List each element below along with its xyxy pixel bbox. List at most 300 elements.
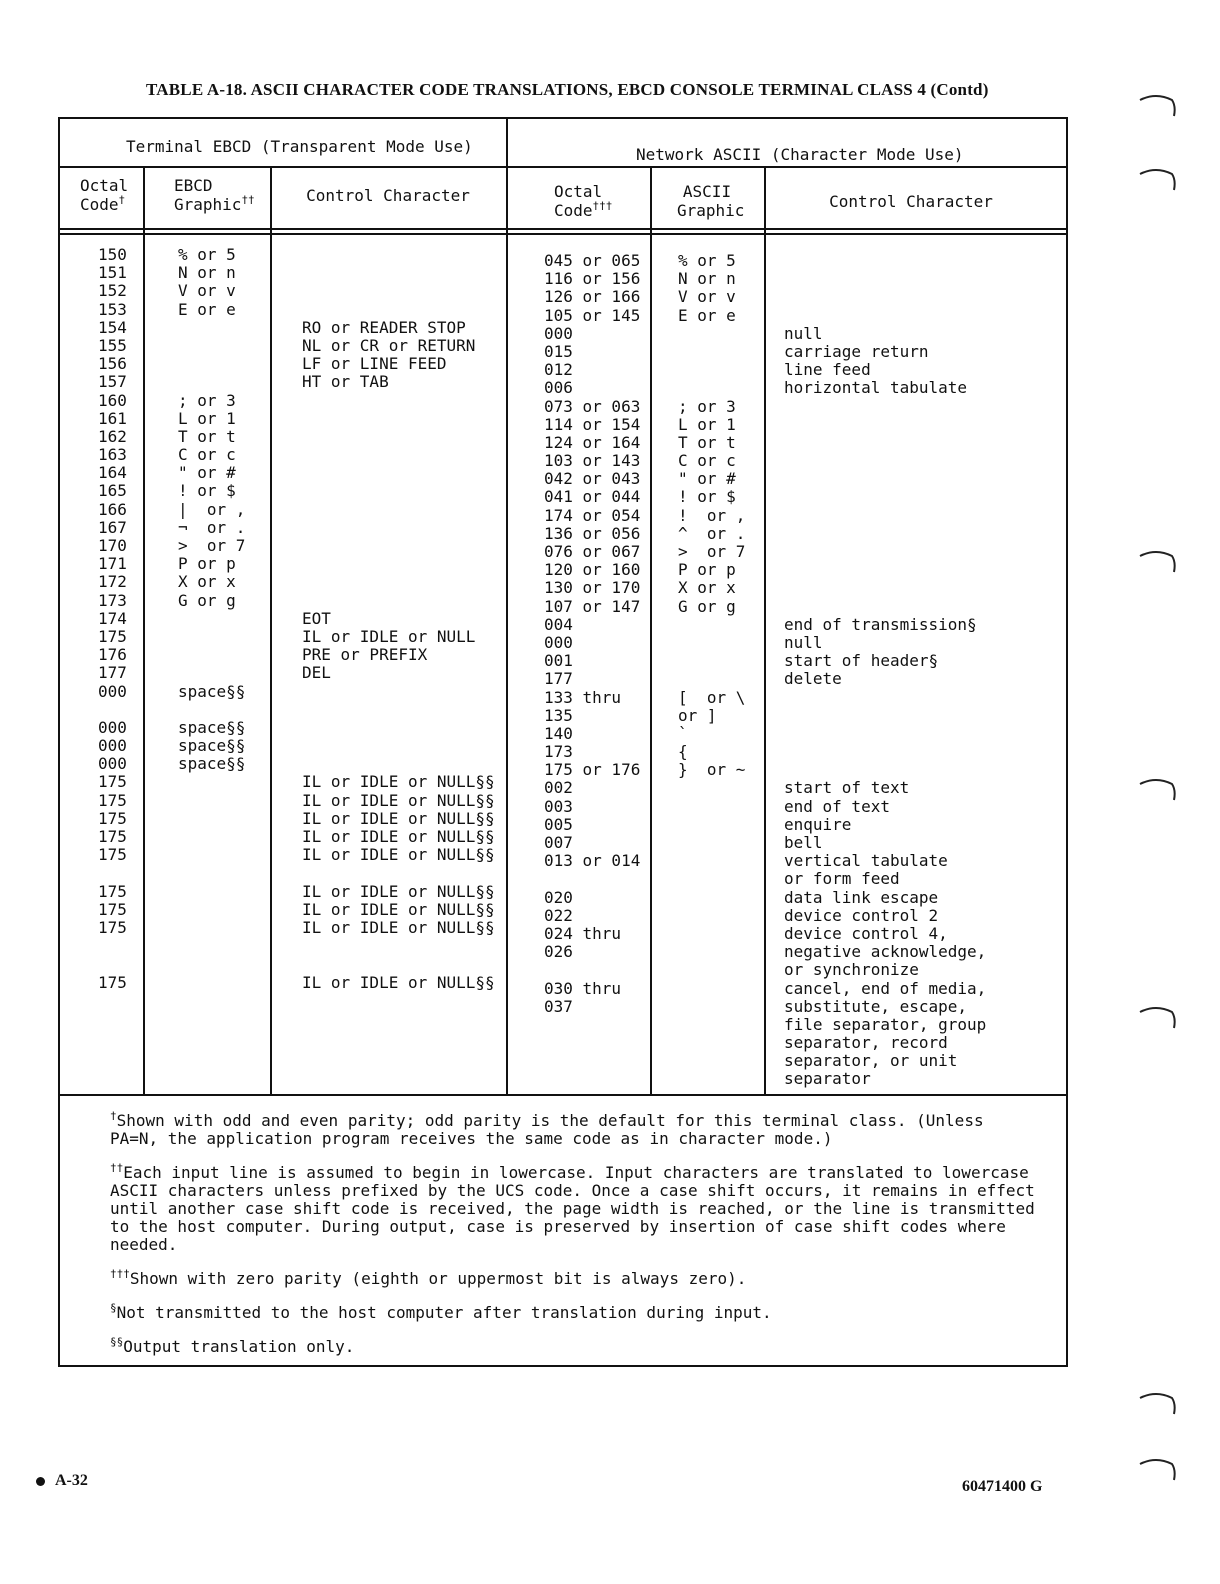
ascii-graphic-cell: [ or \: [678, 687, 746, 707]
control-description-cell: horizontal tabulate: [784, 378, 968, 398]
ebcd-graphic-cell: [178, 937, 245, 955]
page-number: [36, 1472, 88, 1490]
network-octal-code-cell: 126 or 166: [544, 287, 641, 307]
network-octal-code-cell: 004: [544, 614, 573, 634]
footnote-text: Each input line is assumed to begin in lowercase. Input characters are translated to lowercase ASCII characters unless prefixed by the UCS code. Once a case shift occurs, it remains in effect until another case shift code is received, the page width is reached, or the line is transmitted to the host computer. During output, case is preserved by insertion of case shift codes where needed.: [110, 1163, 1035, 1254]
col-rule-5: [764, 168, 766, 1094]
footnote: [110, 1335, 1040, 1356]
ascii-graphic-cell: [678, 361, 745, 379]
ascii-graphic-cell: C or c: [678, 451, 736, 471]
octal-code-cell: 175: [98, 626, 127, 646]
ascii-graphic-cell: [678, 980, 745, 998]
control-description-cell: data link escape: [784, 887, 939, 907]
ascii-graphic-cell: [678, 670, 745, 688]
ebcd-graphic-cell: X or x: [178, 572, 236, 592]
ebcd-graphic-cell: [178, 901, 245, 919]
control-character-cell: [302, 701, 495, 719]
octal-code-cell: 152: [98, 281, 127, 301]
control-description-cell: bell: [784, 833, 823, 852]
control-description-cell: start of text: [784, 778, 910, 798]
network-octal-code-cell: 103 or 143: [544, 451, 641, 471]
control-character-cell: [302, 937, 495, 955]
network-octal-code-cell: 041 or 044: [544, 487, 641, 507]
ascii-graphic-cell: [678, 961, 745, 979]
network-octal-code-cell: 005: [544, 814, 573, 834]
ebcd-graphic-cell: G or g: [178, 590, 236, 610]
col-rule-1: [143, 168, 145, 1094]
ascii-graphic-cell: [678, 943, 745, 961]
octal-code-cell: [98, 955, 127, 973]
control-character-cell: PRE or PREFIX: [302, 645, 428, 665]
ascii-graphic-cell: [678, 816, 745, 834]
control-description-cell: [784, 270, 986, 288]
control-character-cell: NL or CR or RETURN: [302, 335, 476, 355]
header-ebcd-graphic: [146, 176, 268, 214]
control-description-cell: [784, 743, 986, 761]
control-description-cell: start of header§: [784, 651, 939, 671]
ascii-graphic-cell: N or n: [678, 269, 736, 289]
network-octal-code-cell: 002: [544, 778, 573, 798]
network-octal-code-cell: 124 or 164: [544, 432, 641, 452]
control-description-cell: [784, 307, 986, 325]
control-description-cell: end of text: [784, 796, 890, 816]
control-character-cell: [302, 246, 495, 264]
ascii-graphic-cell: } or ~: [678, 760, 746, 780]
octal-code-cell: 175: [98, 845, 127, 865]
control-description-cell: cancel, end of media,: [784, 978, 987, 998]
footnote-mark: †: [110, 1109, 117, 1123]
network-octal-code-cell: 030 thru: [544, 978, 622, 998]
ascii-graphic-cell: [678, 652, 745, 670]
ebcd-graphic-cell: [178, 373, 245, 391]
column-control-character-right: [784, 252, 986, 1089]
ebcd-graphic-cell: ; or 3: [178, 390, 236, 410]
octal-code-cell: 000: [98, 736, 127, 756]
ebcd-graphic-cell: % or 5: [178, 245, 236, 264]
control-character-cell: [302, 410, 495, 428]
col-rule-mid: [506, 119, 508, 1094]
octal-code-cell: 171: [98, 554, 127, 574]
control-character-cell: [302, 301, 495, 319]
octal-code-cell: 175: [98, 827, 127, 846]
ebcd-graphic-cell: [178, 864, 245, 882]
control-character-cell: IL or IDLE or NULL§§: [302, 808, 495, 828]
control-description-cell: [784, 288, 986, 306]
header-network-octal-code-label: Octal Code: [554, 182, 603, 220]
network-octal-code-cell: 024 thru: [544, 923, 622, 943]
ascii-graphic-cell: G or g: [678, 596, 736, 616]
ebcd-graphic-cell: [178, 846, 245, 864]
footnote: [110, 1301, 1040, 1322]
control-description-cell: [784, 452, 986, 470]
control-description-cell: enquire: [784, 814, 852, 834]
ebcd-graphic-cell: space§§: [178, 736, 246, 756]
control-description-cell: separator, record: [784, 1033, 948, 1053]
network-octal-code-cell: 107 or 147: [544, 596, 641, 616]
control-character-cell: IL or IDLE or NULL§§: [302, 772, 495, 792]
footnote-text: Output translation only.: [123, 1337, 355, 1356]
ebcd-graphic-cell: L or 1: [178, 408, 236, 428]
ebcd-graphic-cell: [178, 646, 245, 664]
control-character-cell: LF or LINE FEED: [302, 354, 447, 374]
footnote-text: Not transmitted to the host computer after translation during input.: [116, 1303, 772, 1322]
ascii-graphic-cell: {: [678, 742, 688, 762]
ebcd-graphic-cell: C or c: [178, 445, 236, 465]
octal-code-cell: 175: [98, 881, 127, 901]
ebcd-graphic-cell: [178, 664, 245, 682]
control-character-cell: [302, 392, 495, 410]
ascii-graphic-cell: [678, 616, 745, 634]
binder-hole-icon: [1138, 1456, 1178, 1482]
control-character-cell: [302, 537, 495, 555]
binder-hole-icon: [1138, 1390, 1178, 1416]
control-character-cell: [302, 464, 495, 482]
octal-code-cell: 175: [98, 790, 127, 810]
octal-code-cell: 165: [98, 481, 127, 501]
ascii-graphic-cell: `: [678, 723, 688, 743]
octal-code-cell: 153: [98, 299, 127, 319]
network-octal-code-cell: 012: [544, 360, 573, 380]
control-description-cell: [784, 434, 986, 452]
control-character-cell: [302, 737, 495, 755]
control-character-cell: [302, 573, 495, 591]
ebcd-graphic-cell: [178, 355, 245, 373]
column-network-octal-code: [544, 252, 640, 1016]
octal-code-cell: 162: [98, 426, 127, 446]
header-network-octal-code: [508, 182, 648, 220]
control-description-cell: carriage return: [784, 341, 929, 361]
ascii-graphic-cell: T or t: [678, 432, 736, 452]
ascii-graphic-cell: ! or ,: [678, 505, 746, 525]
control-description-cell: device control 4,: [784, 923, 948, 943]
ascii-graphic-cell: ! or $: [678, 487, 736, 507]
octal-code-cell: 161: [98, 408, 127, 428]
network-octal-code-cell: 120 or 160: [544, 560, 641, 580]
octal-code-cell: [98, 701, 127, 719]
ascii-graphic-cell: [678, 870, 745, 888]
network-octal-code-cell: 116 or 156: [544, 269, 641, 289]
ebcd-graphic-cell: space§§: [178, 754, 246, 774]
control-description-cell: [784, 561, 986, 579]
control-character-cell: [302, 501, 495, 519]
octal-code-cell: 000: [98, 681, 127, 701]
binder-hole-icon: [1138, 166, 1178, 192]
network-octal-code-cell: 026: [544, 942, 573, 962]
binder-hole-icon: [1138, 1004, 1178, 1030]
control-character-cell: HT or TAB: [302, 372, 389, 392]
footnote-mark: †††: [110, 1267, 130, 1281]
col-rule-2: [270, 168, 272, 1094]
octal-code-cell: 167: [98, 517, 127, 537]
octal-code-cell: 175: [98, 917, 127, 937]
ascii-graphic-cell: [678, 925, 745, 943]
network-octal-code-cell: 114 or 154: [544, 414, 641, 434]
footnote-mark: §§: [110, 1335, 124, 1349]
ascii-graphic-cell: " or #: [678, 469, 736, 489]
binder-hole-icon: [1138, 92, 1178, 118]
header-control-character-left: Control Character: [306, 186, 470, 205]
footnote-mark: §: [110, 1301, 117, 1315]
octal-code-cell: [98, 864, 127, 882]
control-character-cell: [302, 755, 495, 773]
ascii-graphic-cell: L or 1: [678, 414, 736, 434]
header-control-character-right: Control Character: [829, 192, 993, 211]
ebcd-graphic-cell: [178, 701, 245, 719]
control-character-cell: IL or IDLE or NULL§§: [302, 899, 495, 919]
octal-code-cell: 157: [98, 372, 127, 392]
ascii-graphic-cell: ^ or .: [678, 523, 746, 543]
octal-code-cell: 177: [98, 663, 127, 683]
octal-code-cell: 156: [98, 354, 127, 374]
footnote: [110, 1267, 1040, 1288]
control-character-cell: IL or IDLE or NULL§§: [302, 790, 495, 810]
control-description-cell: [784, 416, 986, 434]
control-description-cell: file separator, group: [784, 1014, 987, 1034]
control-character-cell: [302, 282, 495, 300]
control-character-cell: IL or IDLE or NULL§§: [302, 881, 495, 901]
control-description-cell: or form feed: [784, 869, 900, 889]
ebcd-graphic-cell: [178, 810, 245, 828]
control-character-cell: [302, 428, 495, 446]
control-description-cell: null: [784, 632, 823, 652]
control-character-cell: [302, 264, 495, 282]
ascii-graphic-cell: [678, 779, 745, 797]
octal-code-cell: 172: [98, 572, 127, 592]
control-character-cell: DEL: [302, 663, 331, 683]
footnote-text: Shown with odd and even parity; odd parity is the default for this terminal class. (Unless PA=N, the application program receives the same code as in character mode.): [110, 1111, 984, 1148]
control-description-cell: [784, 543, 986, 561]
control-character-cell: [302, 955, 495, 973]
network-octal-code-cell: 000: [544, 323, 573, 343]
octal-code-cell: 175: [98, 972, 127, 992]
control-description-cell: line feed: [784, 360, 871, 380]
network-octal-code-cell: 105 or 145: [544, 305, 641, 325]
ascii-graphic-cell: [678, 634, 745, 652]
control-description-cell: vertical tabulate: [784, 851, 948, 871]
control-character-cell: IL or IDLE or NULL: [302, 626, 476, 646]
ascii-graphic-cell: P or p: [678, 560, 736, 580]
network-octal-code-cell: 000: [544, 632, 573, 652]
control-character-cell: RO or READER STOP: [302, 317, 466, 337]
rule-group-header: [60, 166, 1066, 168]
control-character-cell: [302, 482, 495, 500]
network-octal-code-cell: 015: [544, 341, 573, 361]
ebcd-graphic-cell: [178, 792, 245, 810]
rule-col-header-top: [60, 228, 1066, 230]
footnote-text: Shown with zero parity (eighth or uppermost bit is always zero).: [129, 1269, 747, 1288]
ebcd-graphic-cell: space§§: [178, 717, 246, 737]
control-description-cell: separator, or unit: [784, 1051, 958, 1071]
network-octal-code-cell: 177: [544, 669, 573, 689]
triple-dagger-mark: †††: [592, 199, 613, 213]
control-character-cell: [302, 864, 495, 882]
control-description-cell: [784, 507, 986, 525]
ebcd-graphic-cell: > or 7: [178, 536, 246, 555]
control-character-cell: [302, 683, 495, 701]
network-octal-code-cell: [544, 870, 640, 888]
network-octal-code-cell: 042 or 043: [544, 469, 641, 489]
column-ascii-graphic: [678, 252, 745, 1016]
ascii-graphic-cell: ; or 3: [678, 396, 736, 416]
octal-code-cell: 151: [98, 263, 127, 283]
control-description-cell: substitute, escape,: [784, 996, 968, 1016]
ebcd-graphic-cell: [178, 974, 245, 992]
control-character-cell: IL or IDLE or NULL§§: [302, 972, 495, 992]
ascii-graphic-cell: [678, 379, 745, 397]
header-ascii-graphic: [652, 182, 762, 220]
octal-code-cell: 163: [98, 445, 127, 465]
footnote: [110, 1161, 1040, 1254]
octal-code-cell: 175: [98, 899, 127, 919]
network-octal-code-cell: 003: [544, 796, 573, 816]
control-character-cell: IL or IDLE or NULL§§: [302, 845, 495, 865]
network-octal-code-cell: 045 or 065: [544, 251, 641, 270]
ascii-graphic-cell: or ]: [678, 705, 717, 725]
control-description-cell: delete: [784, 669, 842, 689]
octal-code-cell: 160: [98, 390, 127, 410]
ascii-graphic-cell: [678, 998, 745, 1016]
octal-code-cell: 175: [98, 772, 127, 792]
octal-code-cell: 170: [98, 536, 127, 555]
ascii-graphic-cell: [678, 907, 745, 925]
table-title: TABLE A-18. ASCII CHARACTER CODE TRANSLATIONS, EBCD CONSOLE TERMINAL CLASS 4 (Contd): [146, 80, 989, 99]
rule-notes-top: [60, 1094, 1066, 1096]
network-octal-code-cell: 073 or 063: [544, 396, 641, 416]
control-description-cell: null: [784, 323, 823, 343]
binder-hole-icon: [1138, 776, 1178, 802]
network-octal-code-cell: 140: [544, 723, 573, 743]
control-description-cell: [784, 252, 986, 270]
control-character-cell: IL or IDLE or NULL§§: [302, 827, 495, 846]
footnote: [110, 1109, 1040, 1148]
ebcd-graphic-cell: " or #: [178, 463, 236, 483]
footnotes: [110, 1109, 1040, 1372]
group-header-terminal: Terminal EBCD (Transparent Mode Use): [126, 137, 473, 156]
ascii-graphic-cell: V or v: [678, 287, 736, 307]
column-ebcd-graphic: [178, 246, 245, 992]
ascii-graphic-cell: [678, 889, 745, 907]
network-octal-code-cell: 013 or 014: [544, 851, 641, 871]
ebcd-graphic-cell: [178, 610, 245, 628]
ebcd-graphic-cell: ¬ or .: [178, 517, 246, 537]
octal-code-cell: 173: [98, 590, 127, 610]
ebcd-graphic-cell: [178, 319, 245, 337]
ebcd-graphic-cell: [178, 883, 245, 901]
column-octal-code: [98, 246, 127, 992]
octal-code-cell: 155: [98, 335, 127, 355]
control-description-cell: [784, 725, 986, 743]
control-description-cell: device control 2: [784, 905, 939, 925]
ebcd-graphic-cell: V or v: [178, 281, 236, 301]
ascii-graphic-cell: E or e: [678, 305, 736, 325]
ebcd-graphic-cell: space§§: [178, 681, 246, 701]
control-character-cell: [302, 555, 495, 573]
octal-code-cell: 000: [98, 717, 127, 737]
group-header-network: Network ASCII (Character Mode Use): [636, 145, 964, 164]
octal-code-cell: 164: [98, 463, 127, 483]
control-description-cell: [784, 488, 986, 506]
ebcd-graphic-cell: [178, 955, 245, 973]
ascii-graphic-cell: [678, 852, 745, 870]
network-octal-code-cell: 175 or 176: [544, 760, 641, 780]
octal-code-cell: 176: [98, 645, 127, 665]
network-octal-code-cell: 173: [544, 742, 573, 762]
double-dagger-mark: ††: [241, 193, 255, 207]
network-octal-code-cell: 130 or 170: [544, 578, 641, 598]
network-octal-code-cell: 001: [544, 651, 573, 671]
ebcd-graphic-cell: [178, 628, 245, 646]
header-ascii-graphic-label: ASCII Graphic: [677, 182, 745, 220]
ascii-graphic-cell: [678, 325, 745, 343]
control-description-cell: [784, 707, 986, 725]
dagger-mark: †: [118, 193, 126, 207]
control-character-cell: [302, 719, 495, 737]
ebcd-graphic-cell: | or ,: [178, 499, 246, 519]
ascii-graphic-cell: [678, 343, 745, 361]
control-description-cell: negative acknowledge,: [784, 942, 987, 962]
col-rule-4: [650, 168, 652, 1094]
control-description-cell: [784, 761, 986, 779]
control-character-cell: EOT: [302, 608, 331, 628]
ebcd-graphic-cell: [178, 773, 245, 791]
network-octal-code-cell: [544, 961, 640, 979]
control-description-cell: [784, 525, 986, 543]
network-octal-code-cell: 022: [544, 905, 573, 925]
octal-code-cell: 175: [98, 808, 127, 828]
network-octal-code-cell: 076 or 067: [544, 542, 641, 561]
control-description-cell: separator: [784, 1069, 871, 1089]
ascii-graphic-cell: X or x: [678, 578, 736, 598]
header-ebcd-graphic-label: EBCD Graphic: [174, 176, 242, 214]
network-octal-code-cell: 037: [544, 996, 573, 1016]
footnote-mark: ††: [110, 1161, 124, 1175]
header-octal-code-label: Octal Code: [80, 176, 129, 214]
network-octal-code-cell: 135: [544, 705, 573, 725]
rule-col-header-bottom: [60, 233, 1066, 235]
octal-code-cell: 150: [98, 245, 127, 264]
bullet-icon: [36, 1477, 45, 1486]
network-octal-code-cell: 136 or 056: [544, 523, 641, 543]
ascii-graphic-cell: % or 5: [678, 251, 736, 270]
octal-code-cell: [98, 937, 127, 955]
ebcd-graphic-cell: [178, 919, 245, 937]
network-octal-code-cell: 174 or 054: [544, 505, 641, 525]
ascii-graphic-cell: > or 7: [678, 542, 746, 561]
octal-code-cell: 154: [98, 317, 127, 337]
network-octal-code-cell: 006: [544, 378, 573, 398]
network-octal-code-cell: 020: [544, 887, 573, 907]
octal-code-cell: 174: [98, 608, 127, 628]
control-description-cell: [784, 470, 986, 488]
ebcd-graphic-cell: ! or $: [178, 481, 236, 501]
control-description-cell: [784, 579, 986, 597]
control-character-cell: IL or IDLE or NULL§§: [302, 917, 495, 937]
control-description-cell: [784, 398, 986, 416]
ebcd-graphic-cell: E or e: [178, 299, 236, 319]
network-octal-code-cell: 133 thru: [544, 687, 622, 707]
control-description-cell: or synchronize: [784, 960, 919, 980]
network-octal-code-cell: 007: [544, 833, 573, 852]
binder-hole-icon: [1138, 548, 1178, 574]
ascii-graphic-cell: [678, 798, 745, 816]
control-character-cell: [302, 446, 495, 464]
control-description-cell: [784, 689, 986, 707]
ebcd-graphic-cell: N or n: [178, 263, 236, 283]
ebcd-graphic-cell: T or t: [178, 426, 236, 446]
ascii-graphic-cell: [678, 834, 745, 852]
octal-code-cell: 166: [98, 499, 127, 519]
page-number-text: A-32: [55, 1472, 88, 1489]
